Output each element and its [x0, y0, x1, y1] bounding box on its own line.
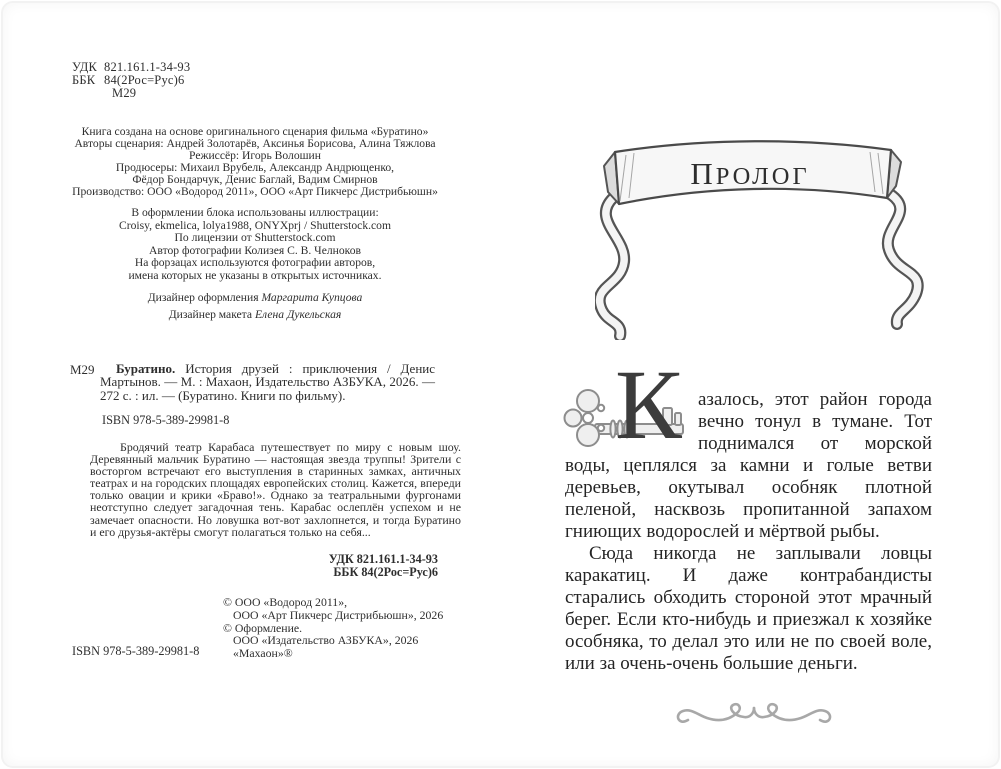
- bbk-label: ББК: [72, 73, 96, 88]
- copyright-line: © Оформление.: [223, 620, 303, 635]
- chapter-paragraph: азалось, этот район города вечно тонул в тумане. Тот поднимался от морской воды, цеплялся за камни и голые ветви деревьев, окутывал особняк плотной пеленой, насквозь пропитанной запахом гниющих водорослей и мёртвой рыбы.: [565, 389, 932, 542]
- bbk-value: 84(2Рос=Рус)6: [104, 73, 185, 88]
- chapter-body: [565, 349, 932, 675]
- designer-credit: [55, 306, 455, 323]
- designer-credit: [55, 289, 455, 306]
- designer-role: Дизайнер оформления: [147, 291, 262, 304]
- credit-line: Книга создана на основе оригинального сценария фильма «Буратино»: [81, 125, 429, 138]
- copyright-line: ООО «Издательство АЗБУКА», 2026: [233, 633, 419, 648]
- udk-label: УДК: [72, 60, 98, 74]
- illustration-credits: [55, 207, 455, 282]
- annotation-paragraph: Бродячий театр Карабаса путешествует по миру с новым шоу. Деревянный мальчик Буратино — настоящая звезда труппы! Зрители с восторгом встречают его выступления в старинных замках, античных театрах и на городских площадях европейских столиц. Кажется, впереди только овации и крики «Браво!». Однако за театральными фургонами неотступно следует загадочная тень. Карабас ослеплён успехом и не замечает опасности. Но ловушка вот-вот захлопнется, и тогда Буратино и его друзья-актёры смогут полагаться только на себя...: [90, 440, 461, 539]
- ribbon-banner-icon: [595, 128, 925, 340]
- classification-codes: [72, 61, 190, 101]
- ornate-key-icon: [565, 349, 705, 466]
- credit-line: Фёдор Бондарчук, Денис Баглай, Вадим Смирнов: [132, 172, 378, 186]
- credit-line: На форзацах используются фотографии авторов,: [134, 256, 376, 269]
- credit-line: имена которых не указаны в открытых источниках.: [128, 268, 382, 282]
- udk-footer-line: УДК 821.161.1-34-93: [328, 552, 438, 566]
- credit-line: Автор фотографии Колизея С. В. Челноков: [149, 243, 361, 257]
- chapter-title: ПРОЛОГ: [690, 156, 810, 191]
- chapter-paragraph: Сюда никогда не заплывали ловцы каракатиц. И даже контрабандисты старались обходить стороной этот мрачный берег. Если кто-нибудь и приезжал к хозяйке особняка, то делал это или не по своей воле, или за очень-очень большие деньги.: [565, 543, 932, 674]
- copyright-line: ООО «Арт Пикчерс Дистрибьюшн», 2026: [233, 607, 444, 622]
- designer-credits: [55, 289, 455, 323]
- designer-role: Дизайнер макета: [168, 308, 255, 321]
- credit-line: Продюсеры: Михаил Врубель, Александр Андрющенко,: [115, 160, 395, 174]
- credit-line: По лицензии от Shutterstock.com: [174, 231, 336, 244]
- designer-name: Елена Дукельская: [254, 308, 342, 321]
- author-sign: М29: [112, 86, 137, 101]
- bib-author-sign: М29: [70, 362, 95, 377]
- isbn-number: ISBN 978-5-389-29981-8: [72, 644, 200, 658]
- isbn-number: ISBN 978-5-389-29981-8: [102, 413, 230, 427]
- udk-bbk-footer: [100, 553, 438, 578]
- bib-description: История друзей : приключения / Денис Мартынов. — М. : Махаон, Издательство АЗБУКА, 2026. — 272 с. : ил. — (Буратино. Книги по фильму).: [100, 361, 435, 403]
- credit-line: Производство: ООО «Водород 2011», ООО «Арт Пикчерс Дистрибьюшн»: [72, 184, 438, 198]
- copyright-line: © ООО «Водород 2011»,: [223, 595, 348, 609]
- designer-name: Маргарита Купцова: [261, 291, 363, 304]
- credit-line: Croisy, ekmelica, lolya1988, ONYXprj / Shutterstock.com: [119, 218, 391, 232]
- credit-line: Авторы сценария: Андрей Золотарёв, Аксинья Борисова, Алина Тяжлова: [74, 136, 436, 150]
- film-credits: [55, 126, 455, 197]
- flourish-divider-icon: [674, 698, 834, 728]
- bib-title: Буратино.: [116, 361, 176, 376]
- udk-value: 821.161.1-34-93: [104, 60, 191, 74]
- credit-line: В оформлении блока использованы иллюстрации:: [131, 206, 379, 219]
- copyright-block: [223, 596, 443, 660]
- bibliographic-entry: [100, 362, 435, 402]
- bbk-footer-line: ББК 84(2Рос=Рус)6: [333, 564, 438, 579]
- credit-line: Режиссёр: Игорь Волошин: [189, 148, 321, 162]
- drop-cap: [565, 349, 698, 460]
- drop-cap-letter: К: [615, 349, 682, 460]
- copyright-line: «Махаон»®: [233, 646, 293, 661]
